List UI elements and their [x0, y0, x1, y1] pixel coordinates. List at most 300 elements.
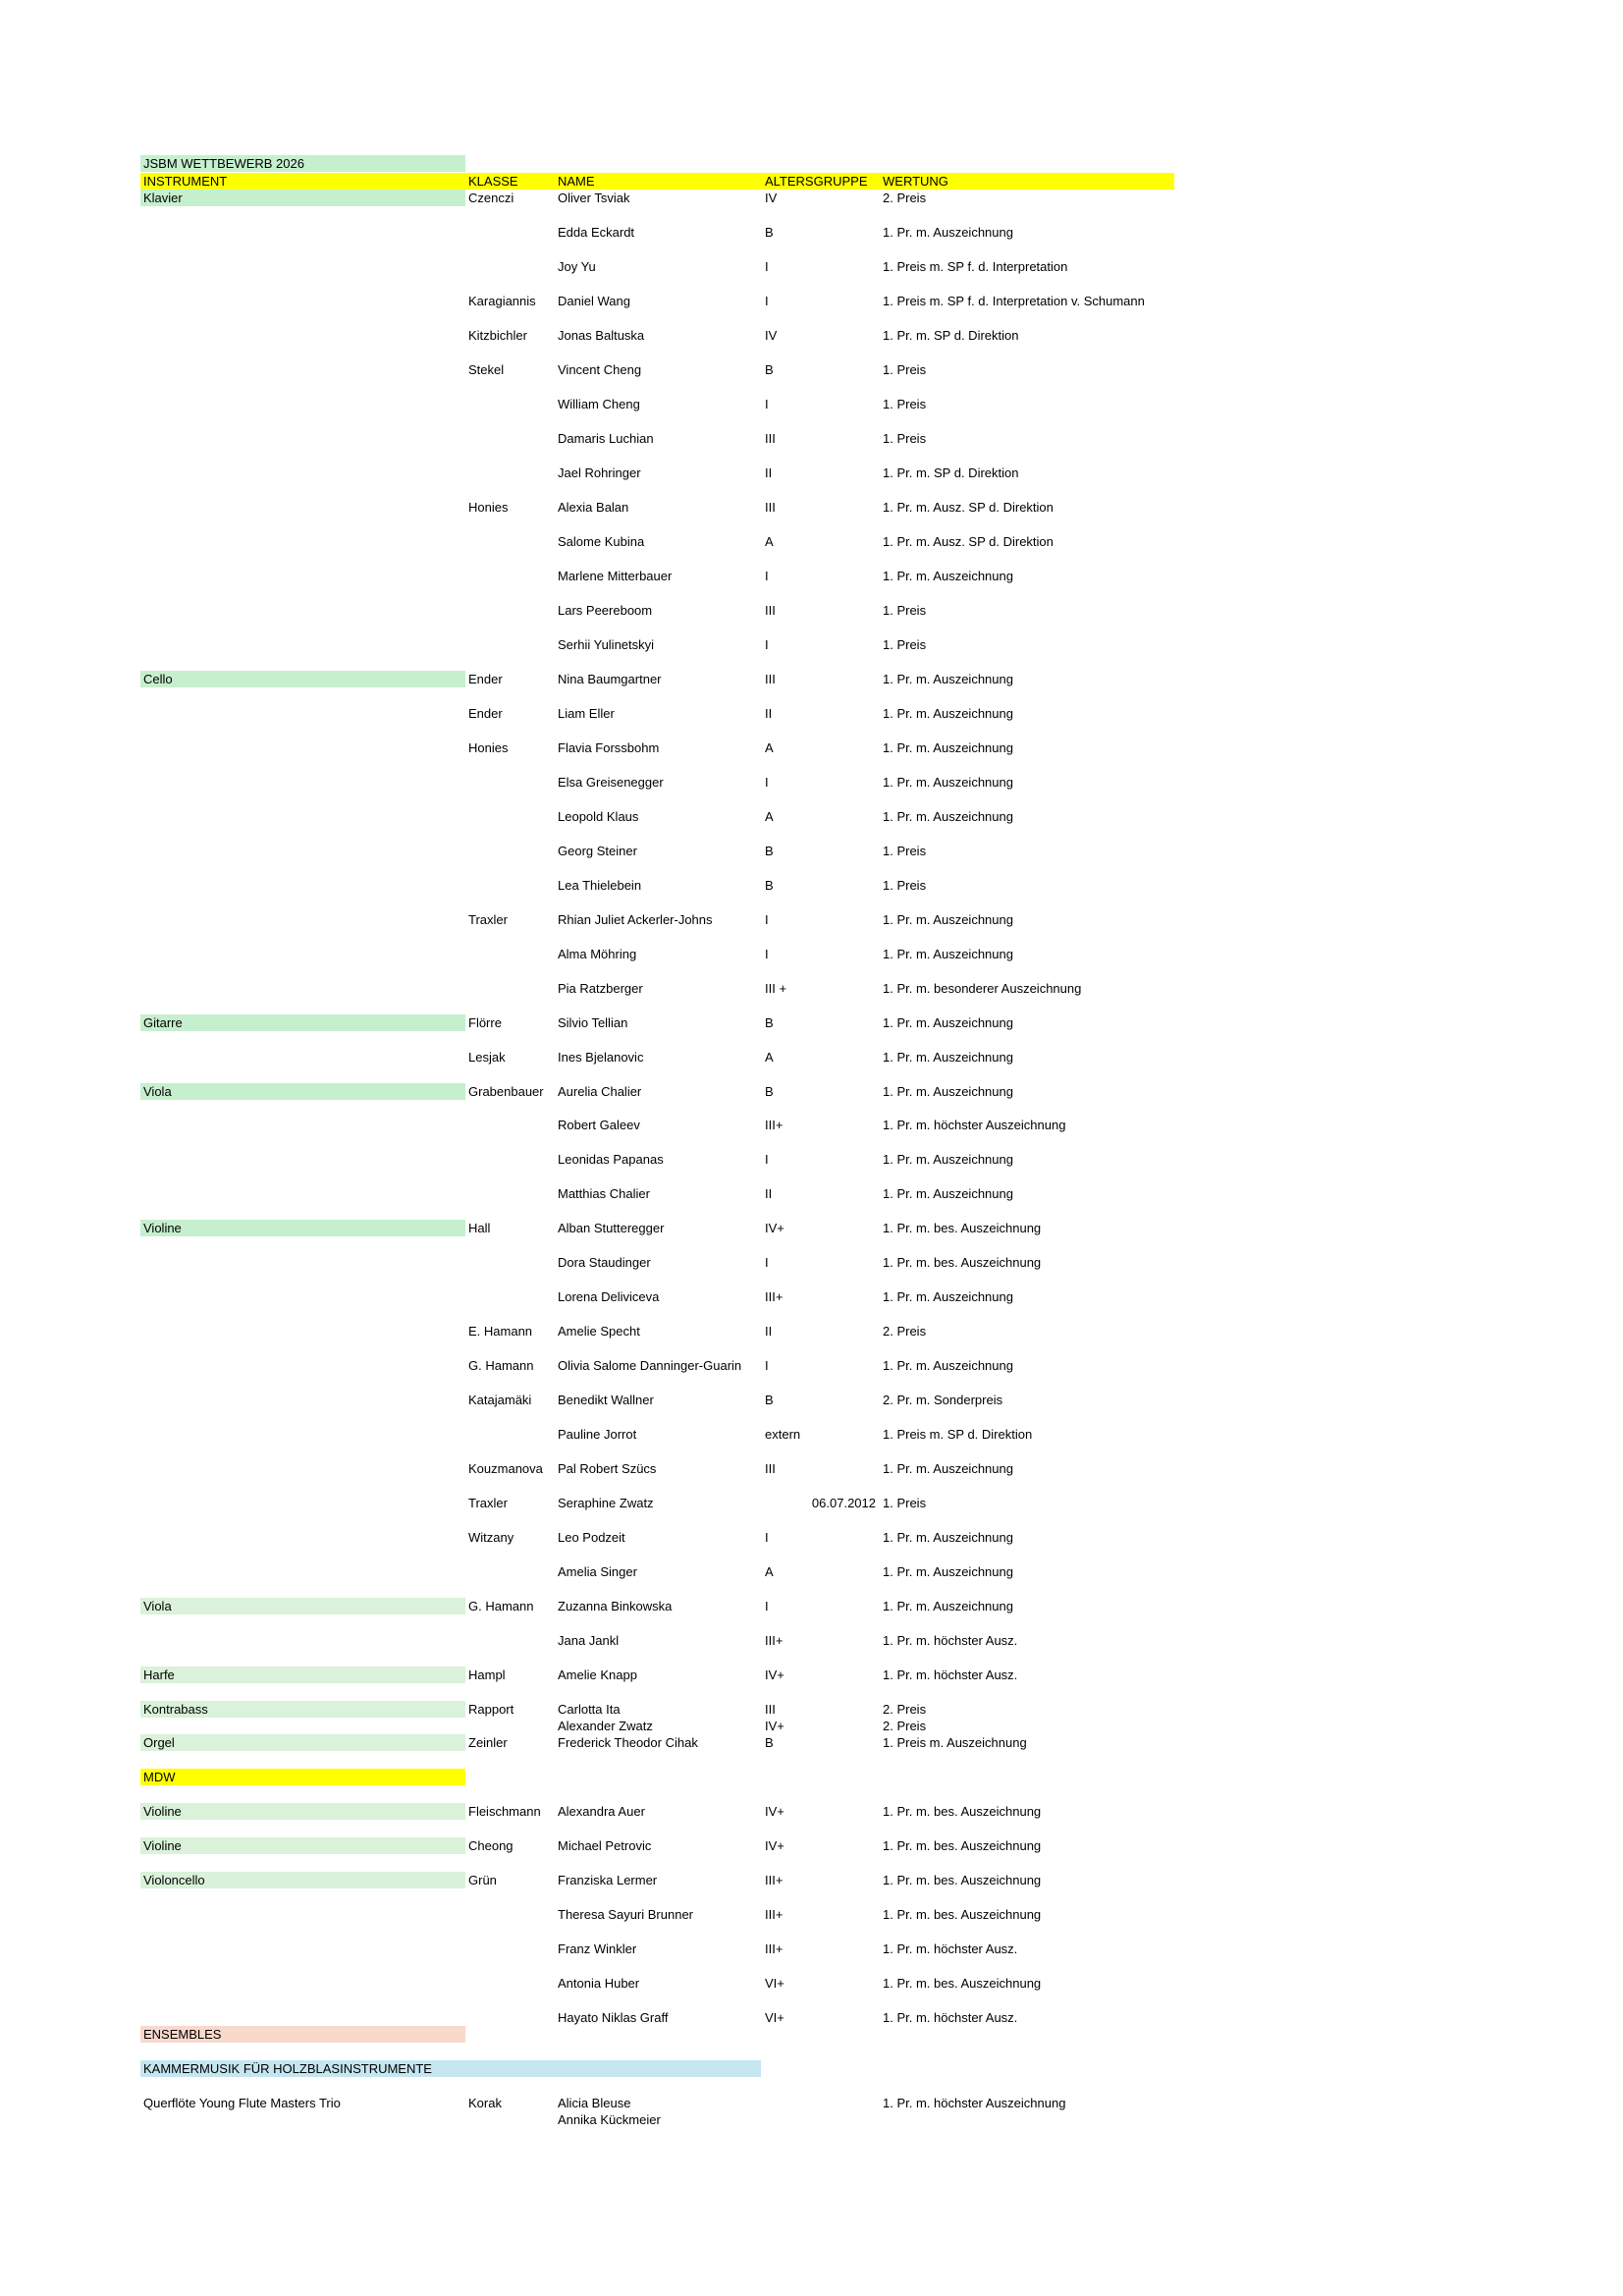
altersgruppe-cell: A — [765, 1050, 774, 1065]
altersgruppe-cell: II — [765, 706, 773, 721]
instrument-cell — [140, 1151, 465, 1168]
name-cell: Leonidas Papanas — [558, 1152, 664, 1167]
table-row — [0, 1288, 1623, 1305]
table-row — [0, 705, 1623, 722]
klasse-cell: Katajamäki — [468, 1393, 532, 1407]
instrument-cell — [140, 1357, 465, 1374]
klasse-cell: Traxler — [468, 1496, 508, 1510]
name-cell: Marlene Mitterbauer — [558, 569, 673, 583]
header-instrument: INSTRUMENT — [140, 173, 465, 190]
altersgruppe-cell: B — [765, 1015, 774, 1030]
table-row — [0, 946, 1623, 962]
instrument-cell — [140, 1718, 465, 1734]
name-cell: Seraphine Zwatz — [558, 1496, 654, 1510]
name-cell: Georg Steiner — [558, 844, 637, 858]
table-row — [0, 911, 1623, 928]
instrument-cell: Klavier — [140, 190, 465, 206]
wertung-cell: 1. Pr. m. Auszeichnung — [883, 1084, 1013, 1099]
instrument-cell: Viola — [140, 1083, 465, 1100]
instrument-cell: Violoncello — [140, 1872, 465, 1888]
table-row — [0, 980, 1623, 997]
name-cell: Amelie Knapp — [558, 1667, 637, 1682]
altersgruppe-cell: VI+ — [765, 1976, 784, 1991]
klasse-cell: Zeinler — [468, 1735, 508, 1750]
klasse-cell — [465, 1906, 555, 1923]
altersgruppe-cell: III — [765, 431, 776, 446]
wertung-cell: 1. Pr. m. Auszeichnung — [883, 1358, 1013, 1373]
table-row — [0, 499, 1623, 516]
table-row — [0, 1014, 1623, 1031]
name-cell: Pal Robert Szücs — [558, 1461, 657, 1476]
altersgruppe-cell: III+ — [765, 1873, 784, 1887]
instrument-cell — [140, 1975, 465, 1992]
klasse-cell: G. Hamann — [468, 1599, 534, 1613]
altersgruppe-cell: III+ — [765, 1289, 784, 1304]
altersgruppe-cell: 06.07.2012 — [811, 1496, 876, 1510]
altersgruppe-cell: I — [765, 259, 769, 274]
section-row — [0, 2060, 1623, 2077]
name-cell: Liam Eller — [558, 706, 615, 721]
instrument-cell — [140, 430, 465, 447]
wertung-cell: 1. Preis — [883, 844, 927, 858]
klasse-cell: Cheong — [468, 1838, 514, 1853]
instrument-cell — [140, 739, 465, 756]
table-row — [0, 877, 1623, 894]
instrument-cell: Cello — [140, 671, 465, 687]
name-cell: Vincent Cheng — [558, 362, 642, 377]
name-cell: Serhii Yulinetskyi — [558, 637, 655, 652]
altersgruppe-cell: III+ — [765, 1907, 784, 1922]
table-row — [0, 1975, 1623, 1992]
altersgruppe-cell: extern — [765, 1427, 801, 1442]
table-row — [0, 361, 1623, 378]
klasse-cell: Witzany — [468, 1530, 514, 1545]
altersgruppe-cell: III+ — [765, 1941, 784, 1956]
instrument-cell — [140, 1563, 465, 1580]
wertung-cell: 1. Pr. m. bes. Auszeichnung — [883, 1255, 1042, 1270]
instrument-cell — [140, 293, 465, 309]
wertung-cell: 1. Pr. m. höchster Auszeichnung — [883, 2096, 1066, 2110]
altersgruppe-cell: VI+ — [765, 2010, 784, 2025]
wertung-cell: 1. Pr. m. bes. Auszeichnung — [883, 1873, 1042, 1887]
table-row — [0, 1906, 1623, 1923]
altersgruppe-cell: I — [765, 1255, 769, 1270]
altersgruppe-cell: A — [765, 534, 774, 549]
instrument-cell — [140, 1632, 465, 1649]
klasse-cell: Ender — [468, 672, 503, 686]
klasse-cell: Kouzmanova — [468, 1461, 543, 1476]
name-cell: Frederick Theodor Cihak — [558, 1735, 698, 1750]
klasse-cell: Stekel — [468, 362, 505, 377]
name-cell: Alban Stutteregger — [558, 1221, 665, 1235]
klasse-cell — [465, 602, 555, 619]
table-row — [0, 636, 1623, 653]
wertung-cell: 1. Pr. m. Auszeichnung — [883, 672, 1013, 686]
table-row — [0, 2009, 1623, 2026]
name-cell: Amelia Singer — [558, 1564, 637, 1579]
wertung-cell: 1. Pr. m. Auszeichnung — [883, 809, 1013, 824]
wertung-cell: 2. Preis — [883, 1702, 927, 1717]
table-row — [0, 533, 1623, 550]
name-cell: Edda Eckardt — [558, 225, 635, 240]
altersgruppe-cell: B — [765, 1393, 774, 1407]
table-row — [0, 327, 1623, 344]
altersgruppe-cell: B — [765, 1735, 774, 1750]
instrument-cell: Kontrabass — [140, 1701, 465, 1718]
wertung-cell: 1. Pr. m. bes. Auszeichnung — [883, 1838, 1042, 1853]
instrument-cell — [140, 980, 465, 997]
wertung-cell: 1. Pr. m. höchster Auszeichnung — [883, 1118, 1066, 1132]
instrument-cell — [140, 2009, 465, 2026]
instrument-cell — [140, 568, 465, 584]
klasse-cell — [465, 1117, 555, 1133]
table-row — [0, 430, 1623, 447]
klasse-cell — [465, 843, 555, 859]
table-row — [0, 774, 1623, 791]
wertung-cell: 1. Preis — [883, 603, 927, 618]
instrument-cell — [140, 465, 465, 481]
altersgruppe-cell: B — [765, 844, 774, 858]
table-row — [0, 1460, 1623, 1477]
name-cell: Elsa Greisenegger — [558, 775, 664, 790]
table-row — [0, 843, 1623, 859]
wertung-cell: 1. Preis — [883, 397, 927, 411]
table-row — [0, 293, 1623, 309]
table-row — [0, 739, 1623, 756]
klasse-cell — [465, 568, 555, 584]
instrument-cell — [140, 705, 465, 722]
wertung-cell: 1. Preis m. SP f. d. Interpretation — [883, 259, 1068, 274]
klasse-cell — [465, 2009, 555, 2026]
name-cell: Silvio Tellian — [558, 1015, 628, 1030]
name-cell: Theresa Sayuri Brunner — [558, 1907, 694, 1922]
wertung-cell: 1. Pr. m. höchster Ausz. — [883, 1667, 1018, 1682]
table-row — [0, 1632, 1623, 1649]
instrument-cell: Gitarre — [140, 1014, 465, 1031]
instrument-cell: Violine — [140, 1837, 465, 1854]
instrument-cell — [140, 1495, 465, 1511]
altersgruppe-cell: II — [765, 465, 773, 480]
name-cell: Jana Jankl — [558, 1633, 620, 1648]
wertung-cell: 1. Pr. m. bes. Auszeichnung — [883, 1804, 1042, 1819]
table-row — [0, 1426, 1623, 1443]
klasse-cell: Hall — [468, 1221, 491, 1235]
header-wertung: WERTUNG — [883, 174, 948, 189]
instrument-cell: Harfe — [140, 1667, 465, 1683]
name-cell: Franz Winkler — [558, 1941, 637, 1956]
table-row — [0, 1803, 1623, 1820]
wertung-cell: 1. Pr. m. Auszeichnung — [883, 1564, 1013, 1579]
section-label: ENSEMBLES — [140, 2026, 465, 2043]
klasse-cell: Karagiannis — [468, 294, 536, 308]
klasse-cell — [465, 877, 555, 894]
instrument-cell — [140, 1117, 465, 1133]
name-cell: Jael Rohringer — [558, 465, 641, 480]
klasse-cell — [465, 774, 555, 791]
klasse-cell — [465, 1563, 555, 1580]
wertung-cell: 1. Pr. m. bes. Auszeichnung — [883, 1976, 1042, 1991]
wertung-cell: 1. Pr. m. Auszeichnung — [883, 225, 1013, 240]
table-row — [0, 2111, 1623, 2128]
instrument-cell — [140, 327, 465, 344]
klasse-cell — [465, 1975, 555, 1992]
klasse-cell — [465, 1718, 555, 1734]
instrument-cell — [140, 1392, 465, 1408]
klasse-cell: Fleischmann — [468, 1804, 541, 1819]
altersgruppe-cell: I — [765, 1530, 769, 1545]
klasse-cell — [465, 1151, 555, 1168]
altersgruppe-cell: IV+ — [765, 1667, 784, 1682]
table-row — [0, 1598, 1623, 1614]
wertung-cell: 1. Pr. m. höchster Ausz. — [883, 1633, 1018, 1648]
table-row — [0, 1117, 1623, 1133]
name-cell: Jonas Baltuska — [558, 328, 645, 343]
section-row — [0, 2026, 1623, 2043]
altersgruppe-cell: I — [765, 1358, 769, 1373]
name-cell: Joy Yu — [558, 259, 596, 274]
instrument-cell — [140, 843, 465, 859]
instrument-cell — [140, 1049, 465, 1066]
altersgruppe-cell: B — [765, 1084, 774, 1099]
instrument-cell — [140, 1426, 465, 1443]
table-row — [0, 258, 1623, 275]
name-cell: Nina Baumgartner — [558, 672, 662, 686]
klasse-cell — [465, 1632, 555, 1649]
name-cell: Carlotta Ita — [558, 1702, 621, 1717]
altersgruppe-cell: I — [765, 569, 769, 583]
klasse-cell — [465, 1941, 555, 1957]
name-cell: Dora Staudinger — [558, 1255, 651, 1270]
klasse-cell — [465, 1288, 555, 1305]
instrument-cell: Querflöte Young Flute Masters Trio — [143, 2096, 341, 2110]
name-cell: Zuzanna Binkowska — [558, 1599, 673, 1613]
table-row — [0, 1734, 1623, 1751]
altersgruppe-cell: III — [765, 672, 776, 686]
klasse-cell — [465, 636, 555, 653]
wertung-cell: 1. Pr. m. Auszeichnung — [883, 947, 1013, 961]
table-row — [0, 1718, 1623, 1734]
altersgruppe-cell: III+ — [765, 1633, 784, 1648]
klasse-cell: Ender — [468, 706, 503, 721]
wertung-cell: 1. Preis m. SP f. d. Interpretation v. Schumann — [883, 294, 1145, 308]
table-row — [0, 1941, 1623, 1957]
wertung-cell: 1. Preis — [883, 362, 927, 377]
wertung-cell — [880, 2111, 1174, 2128]
instrument-cell — [140, 1323, 465, 1339]
altersgruppe-cell: IV — [765, 328, 778, 343]
wertung-cell: 1. Preis m. Auszeichnung — [883, 1735, 1027, 1750]
name-cell: Alexander Zwatz — [558, 1719, 653, 1733]
altersgruppe-cell: I — [765, 637, 769, 652]
altersgruppe-cell: A — [765, 740, 774, 755]
wertung-cell: 1. Preis — [883, 637, 927, 652]
klasse-cell: Traxler — [468, 912, 508, 927]
name-cell: Lars Peereboom — [558, 603, 653, 618]
klasse-cell — [465, 980, 555, 997]
name-cell: Olivia Salome Danninger-Guarin — [558, 1358, 742, 1373]
altersgruppe-cell: IV+ — [765, 1838, 784, 1853]
altersgruppe-cell: II — [765, 1186, 773, 1201]
name-cell: Damaris Luchian — [558, 431, 654, 446]
altersgruppe-cell: III + — [765, 981, 787, 996]
altersgruppe-cell — [762, 2111, 880, 2128]
instrument-cell — [140, 1460, 465, 1477]
wertung-cell: 1. Pr. m. Auszeichnung — [883, 1186, 1013, 1201]
wertung-cell: 1. Pr. m. bes. Auszeichnung — [883, 1221, 1042, 1235]
altersgruppe-cell: A — [765, 1564, 774, 1579]
instrument-cell — [140, 1288, 465, 1305]
name-cell: Alicia Bleuse — [558, 2096, 631, 2110]
wertung-cell: 1. Pr. m. Auszeichnung — [883, 706, 1013, 721]
table-row — [0, 1357, 1623, 1374]
instrument-cell — [140, 602, 465, 619]
wertung-cell: 1. Preis — [883, 878, 927, 893]
klasse-cell — [465, 258, 555, 275]
table-row — [0, 224, 1623, 241]
instrument-cell — [140, 1941, 465, 1957]
wertung-cell: 1. Pr. m. Auszeichnung — [883, 569, 1013, 583]
altersgruppe-cell: IV+ — [765, 1804, 784, 1819]
table-row — [0, 396, 1623, 412]
name-cell: Alma Möhring — [558, 947, 637, 961]
instrument-cell — [140, 911, 465, 928]
klasse-cell: Czenczi — [468, 191, 514, 205]
table-row — [0, 808, 1623, 825]
name-cell: Annika Kückmeier — [558, 2112, 661, 2127]
name-cell: Amelie Specht — [558, 1324, 640, 1339]
name-cell: Benedikt Wallner — [558, 1393, 654, 1407]
altersgruppe-cell: A — [765, 809, 774, 824]
klasse-cell — [465, 533, 555, 550]
name-cell: Matthias Chalier — [558, 1186, 650, 1201]
instrument-cell — [140, 774, 465, 791]
altersgruppe-cell: I — [765, 1599, 769, 1613]
altersgruppe-cell: III — [765, 1461, 776, 1476]
header-name: NAME — [558, 174, 595, 189]
instrument-cell — [140, 2111, 465, 2128]
name-cell: Antonia Huber — [558, 1976, 640, 1991]
name-cell: Robert Galeev — [558, 1118, 640, 1132]
instrument-cell — [140, 946, 465, 962]
klasse-cell — [465, 808, 555, 825]
sheet-title: JSBM WETTBEWERB 2026 — [140, 155, 465, 172]
altersgruppe-cell: I — [765, 294, 769, 308]
wertung-cell: 1. Pr. m. SP d. Direktion — [883, 328, 1019, 343]
altersgruppe-cell: II — [765, 1324, 773, 1339]
table-row — [0, 1701, 1623, 1718]
title-row — [0, 155, 1623, 172]
altersgruppe-cell: I — [765, 912, 769, 927]
wertung-cell: 1. Pr. m. bes. Auszeichnung — [883, 1907, 1042, 1922]
table-row — [0, 1392, 1623, 1408]
wertung-cell: 1. Pr. m. Ausz. SP d. Direktion — [883, 534, 1054, 549]
name-cell: William Cheng — [558, 397, 640, 411]
klasse-cell — [465, 465, 555, 481]
name-cell: Flavia Forssbohm — [558, 740, 660, 755]
klasse-cell — [465, 430, 555, 447]
klasse-cell: G. Hamann — [468, 1358, 534, 1373]
table-row — [0, 602, 1623, 619]
altersgruppe-cell: IV+ — [765, 1221, 784, 1235]
instrument-cell — [140, 499, 465, 516]
wertung-cell: 1. Pr. m. Auszeichnung — [883, 1015, 1013, 1030]
table-row — [0, 2095, 1623, 2111]
wertung-cell: 1. Pr. m. Ausz. SP d. Direktion — [883, 500, 1054, 515]
name-cell: Oliver Tsviak — [558, 191, 630, 205]
name-cell: Franziska Lermer — [558, 1873, 658, 1887]
table-row — [0, 1872, 1623, 1888]
section-label: KAMMERMUSIK FÜR HOLZBLASINSTRUMENTE — [140, 2060, 761, 2077]
wertung-cell: 1. Pr. m. Auszeichnung — [883, 1050, 1013, 1065]
klasse-cell: Kitzbichler — [468, 328, 527, 343]
wertung-cell: 1. Preis m. SP d. Direktion — [883, 1427, 1033, 1442]
table-row — [0, 1185, 1623, 1202]
header-row — [0, 173, 1623, 190]
altersgruppe-cell: IV+ — [765, 1719, 784, 1733]
klasse-cell: Honies — [468, 500, 509, 515]
table-row — [0, 1254, 1623, 1271]
table-row — [0, 568, 1623, 584]
name-cell: Pauline Jorrot — [558, 1427, 637, 1442]
header-altersgruppe: ALTERSGRUPPE — [765, 174, 868, 189]
instrument-cell — [140, 1185, 465, 1202]
wertung-cell: 1. Preis — [883, 431, 927, 446]
instrument-cell — [140, 636, 465, 653]
klasse-cell — [465, 1185, 555, 1202]
wertung-cell: 2. Preis — [883, 1324, 927, 1339]
table-row — [0, 1837, 1623, 1854]
wertung-cell: 1. Pr. m. Auszeichnung — [883, 1461, 1013, 1476]
name-cell: Leopold Klaus — [558, 809, 639, 824]
table-row — [0, 1323, 1623, 1339]
altersgruppe-cell: B — [765, 878, 774, 893]
klasse-cell: Flörre — [468, 1015, 502, 1030]
altersgruppe-cell: B — [765, 362, 774, 377]
instrument-cell — [140, 877, 465, 894]
altersgruppe-cell — [762, 2095, 880, 2111]
wertung-cell: 1. Pr. m. SP d. Direktion — [883, 465, 1019, 480]
instrument-cell: Violine — [140, 1220, 465, 1236]
klasse-cell — [465, 1254, 555, 1271]
name-cell: Lorena Deliviceva — [558, 1289, 660, 1304]
instrument-cell — [140, 361, 465, 378]
wertung-cell: 1. Pr. m. besonderer Auszeichnung — [883, 981, 1082, 996]
instrument-cell — [140, 224, 465, 241]
wertung-cell: 1. Pr. m. Auszeichnung — [883, 1599, 1013, 1613]
table-row — [0, 1563, 1623, 1580]
header-klasse: KLASSE — [468, 174, 518, 189]
wertung-cell: 2. Preis — [883, 1719, 927, 1733]
altersgruppe-cell: I — [765, 947, 769, 961]
instrument-cell — [140, 533, 465, 550]
section-label: MDW — [140, 1769, 465, 1785]
table-row — [0, 1049, 1623, 1066]
klasse-cell — [465, 1426, 555, 1443]
klasse-cell: Hampl — [468, 1667, 506, 1682]
instrument-cell — [140, 1254, 465, 1271]
instrument-cell: Viola — [140, 1598, 465, 1614]
altersgruppe-cell: III — [765, 1702, 776, 1717]
name-cell: Daniel Wang — [558, 294, 630, 308]
wertung-cell: 1. Pr. m. Auszeichnung — [883, 740, 1013, 755]
altersgruppe-cell: III — [765, 500, 776, 515]
altersgruppe-cell: IV — [765, 191, 778, 205]
section-row — [0, 1769, 1623, 1785]
altersgruppe-cell: I — [765, 775, 769, 790]
table-row — [0, 1151, 1623, 1168]
table-row — [0, 1667, 1623, 1683]
klasse-cell: E. Hamann — [468, 1324, 533, 1339]
